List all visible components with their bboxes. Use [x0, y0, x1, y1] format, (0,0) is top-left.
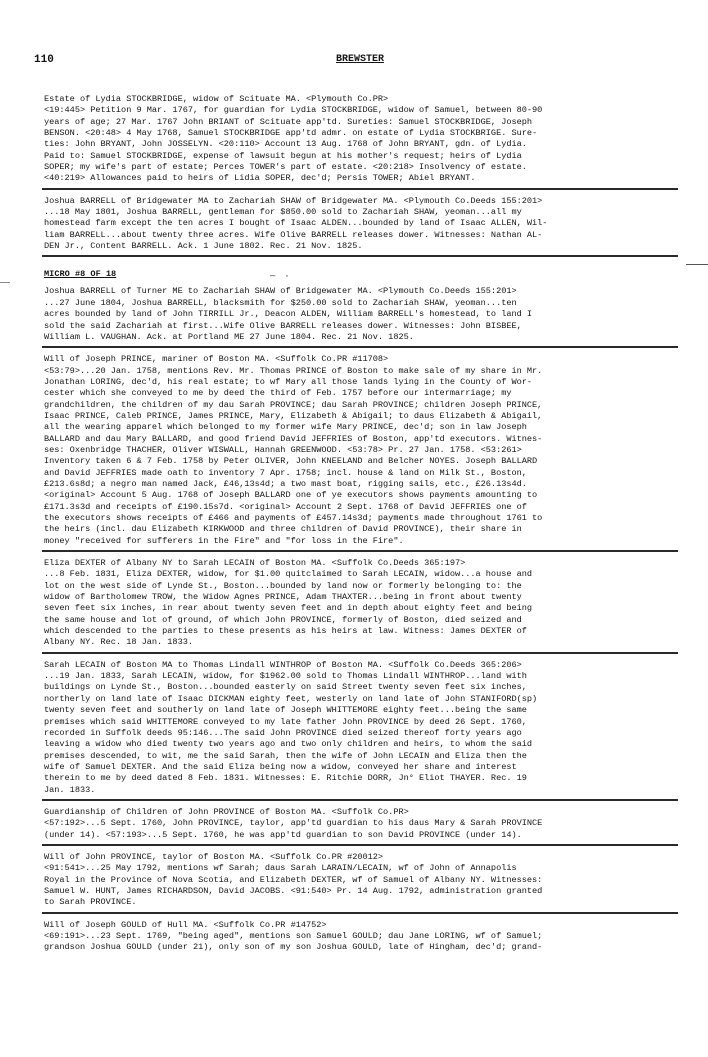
text-line: ...18 May 1801, Joshua BARRELL, gentleman for $850.00 sold to Zachariah SHAW, yeoman...all my [44, 207, 522, 218]
text-line: ...19 Jan. 1833, Sarah LECAIN, widow, for $1962.00 sold to Thomas Lindall WINTHROP...land with [44, 671, 527, 682]
text-line: the same house and lot of ground, of which John PROVINCE, formerly of Boston, died seized and [44, 614, 522, 625]
text-line: BENSON. <20:48> 4 May 1768, Samuel STOCKBRIDGE app'td admr. on estate of Lydia STOCKBRIGE. Sure- [44, 128, 538, 139]
text-line: liam BARRELL...about twenty three acres. Wife Olive BARRELL releases dower. Witnesses: Nathan AL- [44, 229, 543, 240]
text-line: Estate of Lydia STOCKBRIDGE, widow of Scituate MA. <Plymouth Co.PR> [44, 94, 389, 104]
text-line: and David JEFFRIES made oath to inventory 7 Apr. 1758; incl. house & land on Milk St., Boston, [44, 467, 527, 478]
page-header [0, 54, 708, 70]
text-line: premises which said WHITTEMORE conveyed to my late father John PROVINCE by deed 26 Sept. 1760, [44, 716, 527, 727]
text-line: buildings on Lynde St., Boston...bounded easterly on said Street twenty seven feet six inches, [44, 682, 527, 693]
page-content [42, 92, 678, 961]
text-line: BALLARD and dau Mary BALLARD, and good friend David JEFFRIES of Boston, app'td executors. Witnes- [44, 433, 543, 444]
text-line: William L. VAUGHAN. Ack. at Portland ME 27 June 1804. Rec. 21 Nov. 1825. [44, 331, 414, 342]
text-line: Will of Joseph GOULD of Hull MA. <Suffolk Co.PR #14752> [44, 919, 327, 930]
text-line: recorded in Suffolk deeds 95:146...The said John PROVINCE died seized thereof forty years ago [44, 727, 522, 738]
text-line: <69:191>...23 Sept. 1769, "being aged", mentions son Samuel GOULD; dau Jane LORING, wf of Samuel; [44, 931, 543, 941]
text-line: <40:219> Allowances paid to heirs of Lidia SOPER, dec'd; Persis TOWER; Abiel BRYANT. [44, 173, 476, 184]
text-line: £213.6s8d; a negro man named Jack, £46,13s4d; a two mast boat, rigging sails, etc., £26.13s4d. [44, 478, 527, 489]
text-line: wife of Samuel DEXTER. And the said Eliza being now a widow, conveyed her share and interest [44, 761, 517, 772]
text-line: ties: John BRYANT, John JOSSELYN. <20:110> Account 13 Aug. 1768 of John BRYANT, gdn. of Lydia. [44, 139, 527, 150]
text-line: Will of John PROVINCE, taylor of Boston MA. <Suffolk Co.PR #20012> [44, 851, 384, 862]
text-line: Joshua BARRELL of Bridgewater MA to Zachariah SHAW of Bridgewater MA. <Plymouth Co.Deeds 155:201> [44, 195, 543, 206]
page-number: 110 [34, 54, 54, 66]
text-line: to Sarah PROVINCE. [44, 897, 137, 908]
text-line: seven feet six inches, in rear about twenty seven feet and in depth about eighty feet and being [44, 603, 533, 614]
text-line: Jan. 1833. [44, 784, 96, 795]
text-line: Royal in the Province of Nova Scotia, and Elizabeth DEXTER, wf of Samuel of Albany NY. Witnesses: [44, 874, 543, 885]
text-line: ses: Oxenbridge THACHER, Oliver WISWALL, Hannah GREENWOOD. <53:78> Pr. 27 Jan. 1758. <53:261> [44, 444, 522, 455]
running-head: BREWSTER [336, 54, 385, 65]
microfilm-label-text: MICRO #8 OF 18 [44, 269, 117, 280]
text-line: money "received for sufferers in the Fire" and "for loss in the Fire". [44, 535, 404, 546]
text-line: acres bounded by land of John TIRRILL Jr., Deacon ALDEN, William BARRELL's homestead, to land I [44, 309, 533, 320]
text-line: ...8 Feb. 1831, Eliza DEXTER, widow, for $1.00 quitclaimed to Sarah LECAIN, widow...a house and [44, 569, 533, 580]
record-entry [42, 194, 678, 258]
text-line: widow of Bartholomew TROW, the Widow Agnes PRINCE, Adam THAXTER...being in front about twenty [44, 592, 522, 603]
microfilm-label [42, 261, 678, 284]
text-line: Will of Joseph PRINCE, mariner of Boston MA. <Suffolk Co.PR #11708> [44, 354, 389, 365]
text-line: all the wearing apparel which belonged to my former wife Mary PRINCE, dec'd; son in law Joseph [44, 422, 527, 433]
text-line: Eliza DEXTER of Albany NY to Sarah LECAIN of Boston MA. <Suffolk Co.Deeds 365:197> [44, 558, 466, 569]
record-entry [42, 658, 678, 801]
text-line: <57:192>...5 Sept. 1760, John PROVINCE, taylor, app'td guardian to his daus Mary & Sarah PROVINCE [44, 818, 543, 829]
text-line: Albany NY. Rec. 18 Jan. 1833. [44, 637, 193, 648]
text-line: Inventory taken 6 & 7 Feb. 1758 by Peter OLIVER, John KNEELAND and Belcher NOYES. Joseph BALLARD [44, 456, 538, 467]
text-line: northerly on land late of Isaac DICKMAN eighty feet, westerly on land late of John STANIFORD(sp) [44, 693, 538, 704]
record-entry [42, 352, 678, 552]
text-line: grandchildren, the children of my dau Sarah PROVINCE; dau Sarah PROVINCE; children Joseph PRINCE, [44, 399, 543, 410]
record-entry [42, 92, 678, 190]
record-entry [42, 556, 678, 654]
text-line: Jonathan LORING, dec'd, his real estate; to wf Mary all those lands lying in the County of Wor- [44, 376, 533, 387]
text-line: ...27 June 1804, Joshua BARRELL, blacksmith for $250.00 sold to Zachariah SHAW, yeoman...ten [44, 297, 517, 308]
text-line: <original> Account 5 Aug. 1768 of Joseph BALLARD one of ye executors shows payments amounting to [44, 490, 538, 501]
text-line: DEN Jr., Content BARRELL. Ack. 1 June 1802. Rec. 21 Nov. 1825. [44, 241, 363, 252]
record-entry [42, 284, 678, 348]
text-line: <53:79>...20 Jan. 1758, mentions Rev. Mr. Thomas PRINCE of Boston to make sale of my share in Mr. [44, 365, 543, 376]
record-entry [42, 805, 678, 846]
text-line: SOPER; my wife's part of estate; Perces TOWER's part of estate. <20:218> Insolvency of estate. [44, 162, 527, 173]
text-line: Paid to: Samuel STOCKBRIDGE, expense of lawsuit begun at his mother's request; heirs of Lydia [44, 150, 522, 161]
text-line: cester which she conveyed to me by deed the third of Feb. 1757 before our intermarriage; my [44, 388, 512, 399]
text-line: Joshua BARRELL of Turner ME to Zachariah SHAW of Bridgewater MA. <Plymouth Co.Deeds 155:201> [44, 286, 517, 297]
text-line: <91:541>...25 May 1792, mentions wf Sarah; daus Sarah LARAIN/LECAIN, wf of John of Annapolis [44, 863, 517, 874]
text-line: Guardianship of Children of John PROVINCE of Boston MA. <Suffolk Co.PR> [44, 806, 409, 817]
text-line: homestead farm except the ten acres I bought of Isaac ALDEN...bounded by land of Isaac ALLEN, Wil- [44, 218, 548, 229]
text-line: the executors shows receipts of £466 and payments of £457.14s3d; payments made throughout 1761 to [44, 513, 543, 523]
text-line: premises descended, to wit, me the said Sarah, then the wife of John LECAIN and Eliza then the [44, 750, 527, 761]
text-line: twenty seven feet and southerly on land late of Joseph WHITTEMORE eighty feet...being the same [44, 705, 527, 716]
text-line: Sarah LECAIN of Boston MA to Thomas Lindall WINTHROP of Boston MA. <Suffolk Co.Deeds 365:206> [44, 659, 522, 670]
text-line: lot on the west side of Lynde St., Boston...bounded by land now or formerly belonging to: the [44, 580, 522, 591]
stray-mark: — · [270, 271, 292, 282]
text-line: Isaac PRINCE, Caleb PRINCE, James PRINCE, Mary, Elizabeth & Abigail; to daus Elizabeth & Abigail, [44, 410, 543, 421]
margin-rule [686, 264, 708, 265]
text-line: sold the said Zachariah at first...Wife Olive BARRELL releases dower. Witnesses: John BISBEE, [44, 320, 522, 331]
record-entry [42, 850, 678, 914]
text-line: grandson Joshua GOULD (under 21), only son of my son Joshua GOULD, late of Hingham, dec'd; grand- [44, 942, 543, 953]
text-line: <19:445> Petition 9 Mar. 1767, for guardian for Lydia STOCKBRIDGE, widow of Samuel, between 80-90 [44, 105, 543, 116]
text-line: (under 14). <57:193>...5 Sept. 1760, he was app'td guardian to son David PROVINCE (under 14). [44, 829, 522, 840]
left-margin-rule [0, 282, 10, 283]
record-entry [42, 918, 678, 957]
text-line: which descended to the parties to these presents as his heirs at law. Witness: James DEXTER of [44, 626, 527, 637]
text-line: Samuel W. HUNT, James RICHARDSON, David JACOBS. <91:540> Pr. 14 Aug. 1792, administration granted [44, 885, 543, 896]
text-line: years of age; 27 Mar. 1767 John BRIANT of Scituate app'td. Sureties: Samuel STOCKBRIDGE, Joseph [44, 116, 533, 127]
text-line: the heirs (incl. dau Elizabeth KIRKWOOD and three children of David PROVINCE), their share in [44, 524, 522, 535]
text-line: therein to me by deed dated 8 Feb. 1831. Witnesses: E. Ritchie DORR, Jn° Eliot THAYER. Rec. 19 [44, 773, 527, 784]
text-line: £171.3s3d and receipts of £190.15s7d. <original> Account 2 Sept. 1768 of David JEFFRIES one of [44, 501, 527, 512]
text-line: leaving a widow who died twenty two years ago and two only children and heirs, to whom the said [44, 739, 533, 750]
